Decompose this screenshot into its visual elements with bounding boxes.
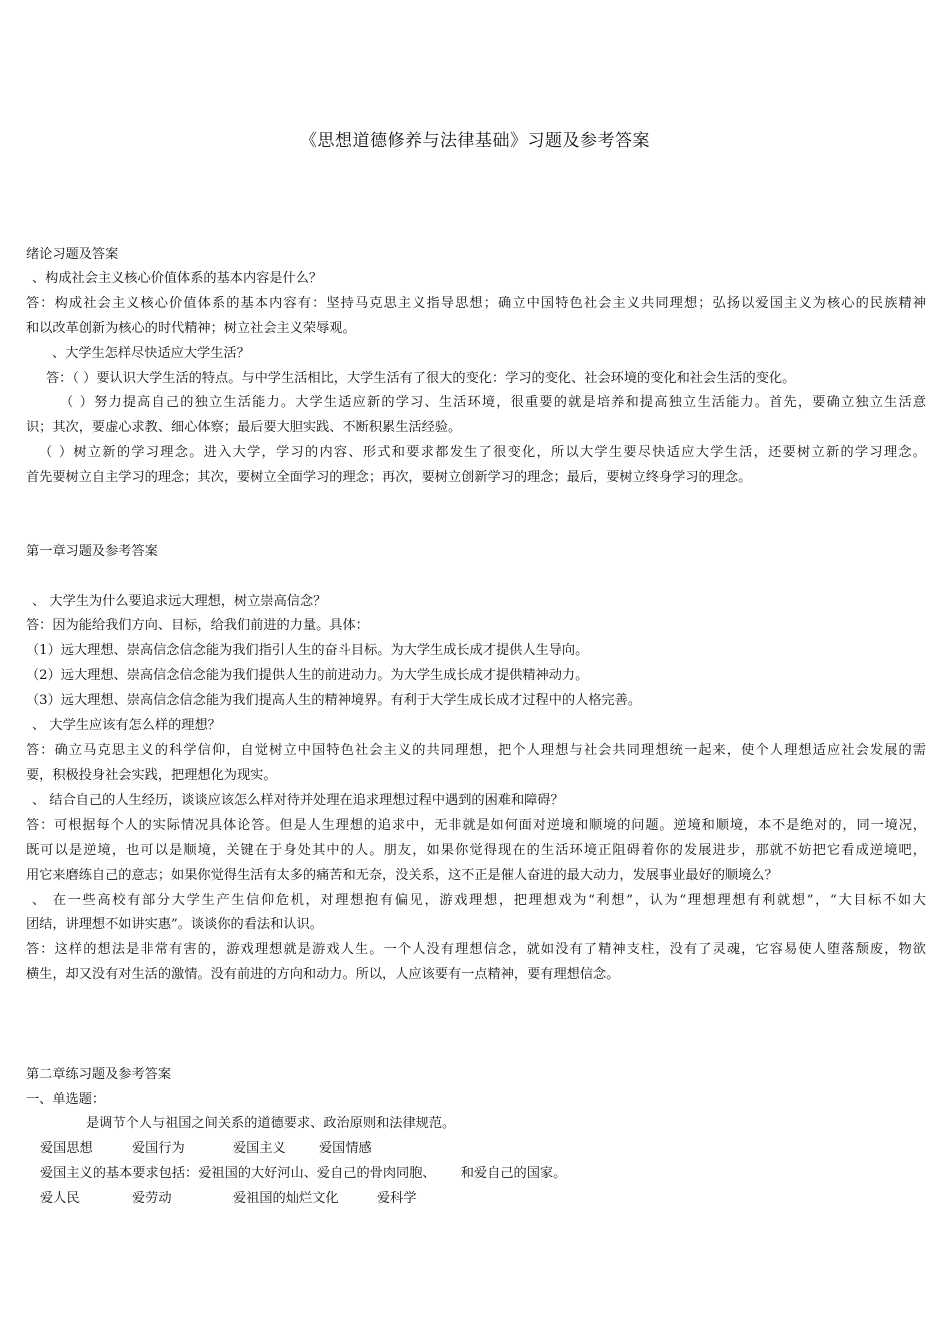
- answer-text: 用它来磨练自己的意志；如果你觉得生活有太多的痛苦和无奈，没关系，这不正是催人奋进的最大动力，发展事业最好的顺境么？: [26, 868, 778, 883]
- section-heading-intro: 绪论习题及答案: [26, 247, 119, 262]
- option-text: 爱人民: [40, 1191, 80, 1206]
- option-text: 爱国情感: [319, 1141, 372, 1156]
- answer-text: 答：构成社会主义核心价值体系的基本内容有：坚持马克思主义指导思想；确立中国特色社会主义共同理想；弘扬以爱国主义为核心的民族精神: [26, 296, 926, 311]
- answer-text: （ ）努力提高自己的独立生活能力。大学生适应新的学习、生活环境，很重要的就是培养和提高独立生活能力。首先，要确立独立生活意: [60, 395, 926, 410]
- options-row: [40, 1137, 940, 1161]
- document-title: 《思想道德修养与法律基础》习题及参考答案: [300, 131, 650, 151]
- question-text: 、 大学生应该有怎么样的理想？: [32, 718, 221, 733]
- subsection-heading: 一、单选题：: [26, 1092, 106, 1107]
- question-text: 、 在一些高校有部分大学生产生信仰危机，对理想抱有偏见，游戏理想，把理想戏为“利想”，认为“理想理想有利就想”，“大目标不如大: [32, 893, 926, 908]
- section-heading-chapter2: 第二章练习题及参考答案: [26, 1067, 172, 1082]
- options-row: [40, 1187, 940, 1211]
- answer-text: 答：因为能给我们方向、目标，给我们前进的力量。具体：: [26, 618, 369, 633]
- question-text: 是调节个人与祖国之间关系的道德要求、政治原则和法律规范。: [86, 1116, 456, 1131]
- answer-text: 横生，却又没有对生活的激情。没有前进的方向和动力。所以，人应该要有一点精神，要有理想信念。: [26, 967, 620, 982]
- option-text: 爱科学: [377, 1191, 417, 1206]
- answer-text: 答：（ ）要认识大学生活的特点。与中学生活相比，大学生活有了很大的变化：学习的变化、社会环境的变化和社会生活的变化。: [46, 371, 796, 386]
- question-text: 团结，讲理想不如讲实惠”。谈谈你的看法和认识。: [26, 917, 323, 932]
- option-text: 爱劳动: [132, 1191, 172, 1206]
- question-text: 、 结合自己的人生经历，谈谈应该怎么样对待并处理在追求理想过程中遇到的困难和障碍？: [32, 793, 564, 808]
- answer-text: （1）远大理想、崇高信念信念能为我们指引人生的奋斗目标。为大学生成长成才提供人生导向。: [26, 643, 589, 658]
- answer-text: 答：这样的想法是非常有害的，游戏理想就是游戏人生。一个人没有理想信念，就如没有了精神支柱，没有了灵魂，它容易使人堕落颓废，物欲: [26, 942, 926, 957]
- question-text: 、 大学生为什么要追求远大理想，树立崇高信念？: [32, 594, 327, 609]
- answer-text: 答：可根据每个人的实际情况具体论答。但是人生理想的追求中，无非就是如何面对逆境和顺境的问题。逆境和顺境，本不是绝对的，同一境况，: [26, 818, 926, 833]
- option-text: 爱祖国的灿烂文化: [233, 1191, 339, 1206]
- option-text: 爱国思想: [40, 1141, 93, 1156]
- answer-text: （3）远大理想、崇高信念信念能为我们提高人生的精神境界。有利于大学生成长成才过程中的人格完善。: [26, 693, 642, 708]
- question-text: 爱国主义的基本要求包括：爱祖国的大好河山、爱自己的骨肉同胞、 和爱自己的国家。: [40, 1166, 567, 1181]
- option-text: 爱国主义: [233, 1141, 286, 1156]
- question-text: 、构成社会主义核心价值体系的基本内容是什么？: [32, 271, 323, 286]
- answer-text: 既可以是逆境，也可以是顺境，关键在于身处其中的人。朋友，如果你觉得现在的生活环境正阻碍着你的发展进步，那就不妨把它看成逆境吧，: [26, 843, 926, 858]
- answer-text: 和以改革创新为核心的时代精神；树立社会主义荣辱观。: [26, 321, 356, 336]
- answer-text: 答：确立马克思主义的科学信仰，自觉树立中国特色社会主义的共同理想，把个人理想与社会共同理想统一起来，使个人理想适应社会发展的需: [26, 743, 926, 758]
- answer-text: 要，积极投身社会实践，把理想化为现实。: [26, 768, 277, 783]
- answer-text: 首先要树立自主学习的理念；其次，要树立全面学习的理念；再次，要树立创新学习的理念；最后，要树立终身学习的理念。: [26, 470, 752, 485]
- answer-text: （ ）树立新的学习理念。进入大学，学习的内容、形式和要求都发生了很变化，所以大学生要尽快适应大学生活，还要树立新的学习理念。: [39, 445, 926, 460]
- section-heading-chapter1: 第一章习题及参考答案: [26, 544, 158, 559]
- answer-text: （2）远大理想、崇高信念信念能为我们提供人生的前进动力。为大学生成长成才提供精神动力。: [26, 668, 589, 683]
- question-text: 、大学生怎样尽快适应大学生活？: [52, 346, 250, 361]
- answer-text: 识；其次，要虚心求教、细心体察；最后要大胆实践、不断积累生活经验。: [26, 420, 462, 435]
- option-text: 爱国行为: [132, 1141, 185, 1156]
